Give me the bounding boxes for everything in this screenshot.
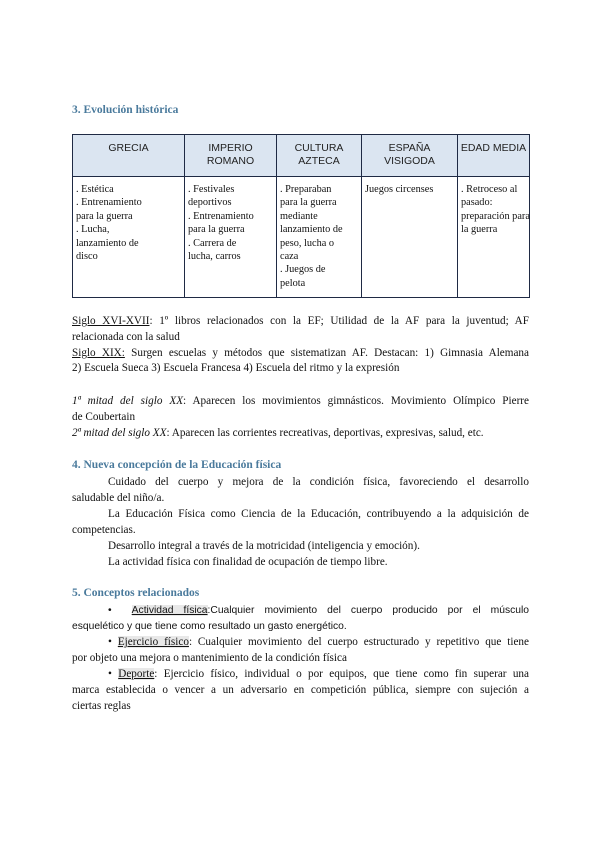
cell-grecia: . Estética . Entrenamiento para la guerra . Lucha, lanzamiento de disco	[73, 177, 185, 298]
section-3-heading: 3. Evolución histórica	[72, 104, 179, 116]
siglo-xvi-line-1: Siglo XVI-XVII: 1º libros relacionados con la EF; Utilidad de la AF para la juventud; AF	[72, 315, 529, 327]
concepto-ejercicio-fisico-line-2: por objeto una mejora o mantenimiento de la condición física	[72, 652, 347, 664]
actividad-fisica-term: Actividad física	[131, 605, 208, 616]
bullet-icon: •	[108, 668, 112, 680]
header-imperio-romano: IMPERIO ROMANO	[185, 135, 277, 177]
section-5-heading: 5. Conceptos relacionados	[72, 587, 200, 599]
concepcion-p2-line-1: La Educación Física como Ciencia de la Educación, contribuyendo a la adquisición de	[108, 508, 529, 520]
siglo-xix-line-1: Siglo XIX: Surgen escuelas y métodos que sistematizan AF. Destacan: 1) Gimnasia Alemana	[72, 347, 529, 359]
concepcion-p1-line-1: Cuidado del cuerpo y mejora de la condición física, favoreciendo el desarrollo	[108, 476, 529, 488]
header-edad-media: EDAD MEDIA	[458, 135, 530, 177]
cell-imperio-romano: . Festivales deportivos . Entrenamiento para la guerra . Carrera de lucha, carros	[185, 177, 277, 298]
section-4-heading: 4. Nueva concepción de la Educación física	[72, 459, 282, 471]
cell-cultura-azteca: . Preparaban para la guerra mediante lanzamiento de peso, lucha o caza . Juegos de pelota	[277, 177, 362, 298]
bullet-icon: •	[108, 636, 112, 648]
concepcion-p4: La actividad física con finalidad de ocupación de tiempo libre.	[108, 556, 388, 568]
ejercicio-fisico-term: Ejercicio físico	[117, 636, 189, 648]
concepcion-p1-line-2: saludable del niño/a.	[72, 492, 165, 504]
concepto-deporte-line-2: marca establecida o vencer a un adversario en competición pública, siempre con sujeción a	[72, 684, 529, 696]
header-cultura-azteca: CULTURA AZTECA	[277, 135, 362, 177]
header-grecia: GRECIA	[73, 135, 185, 177]
bullet-icon: •	[108, 605, 112, 616]
mitad-2-line: 2ª mitad del siglo XX: Aparecen las corrientes recreativas, deportivas, expresivas, salud, etc.	[72, 427, 484, 439]
mitad-2-label: 2ª mitad del siglo XX	[72, 427, 167, 439]
mitad-1-line-1: 1ª mitad del siglo XX: Aparecen los movimientos gimnásticos. Movimiento Olímpico Pierre	[72, 395, 529, 407]
header-espana-visigoda: ESPAÑA VISIGODA	[362, 135, 458, 177]
siglo-xvi-label: Siglo XVI-XVII	[72, 315, 150, 327]
cell-espana-visigoda: Juegos circenses	[362, 177, 458, 298]
mitad-1-label: 1ª mitad del siglo XX	[72, 395, 184, 407]
history-table	[72, 134, 530, 298]
concepto-actividad-fisica-line-2: esquelético y que tiene como resultado un gasto energético.	[72, 621, 347, 632]
concepcion-p3: Desarrollo integral a través de la motricidad (inteligencia y emoción).	[108, 540, 420, 552]
siglo-xvi-line-2: relacionada con la salud	[72, 331, 180, 343]
concepto-ejercicio-fisico-line-1: • Ejercicio físico: Cualquier movimiento del cuerpo estructurado y repetitivo que tiene	[108, 636, 529, 648]
cell-edad-media: . Retroceso al pasado: preparación para la guerra	[458, 177, 530, 298]
deporte-term: Deporte	[118, 668, 155, 680]
table-header-row	[73, 135, 530, 177]
concepcion-p2-line-2: competencias.	[72, 524, 136, 536]
siglo-xix-label: Siglo XIX:	[72, 347, 125, 359]
siglo-xix-line-2: 2) Escuela Sueca 3) Escuela Francesa 4) Escuela del ritmo y la expresión	[72, 362, 400, 374]
concepto-actividad-fisica-line-1: • Actividad física:Cualquier movimiento del cuerpo producido por el músculo	[108, 605, 529, 616]
concepto-deporte-line-3: ciertas reglas	[72, 700, 131, 712]
mitad-1-line-2: de Coubertain	[72, 411, 136, 423]
concepto-deporte-line-1: • Deporte: Ejercicio físico, individual o por equipos, que tiene como fin superar una	[108, 668, 529, 680]
table-row	[73, 177, 530, 298]
